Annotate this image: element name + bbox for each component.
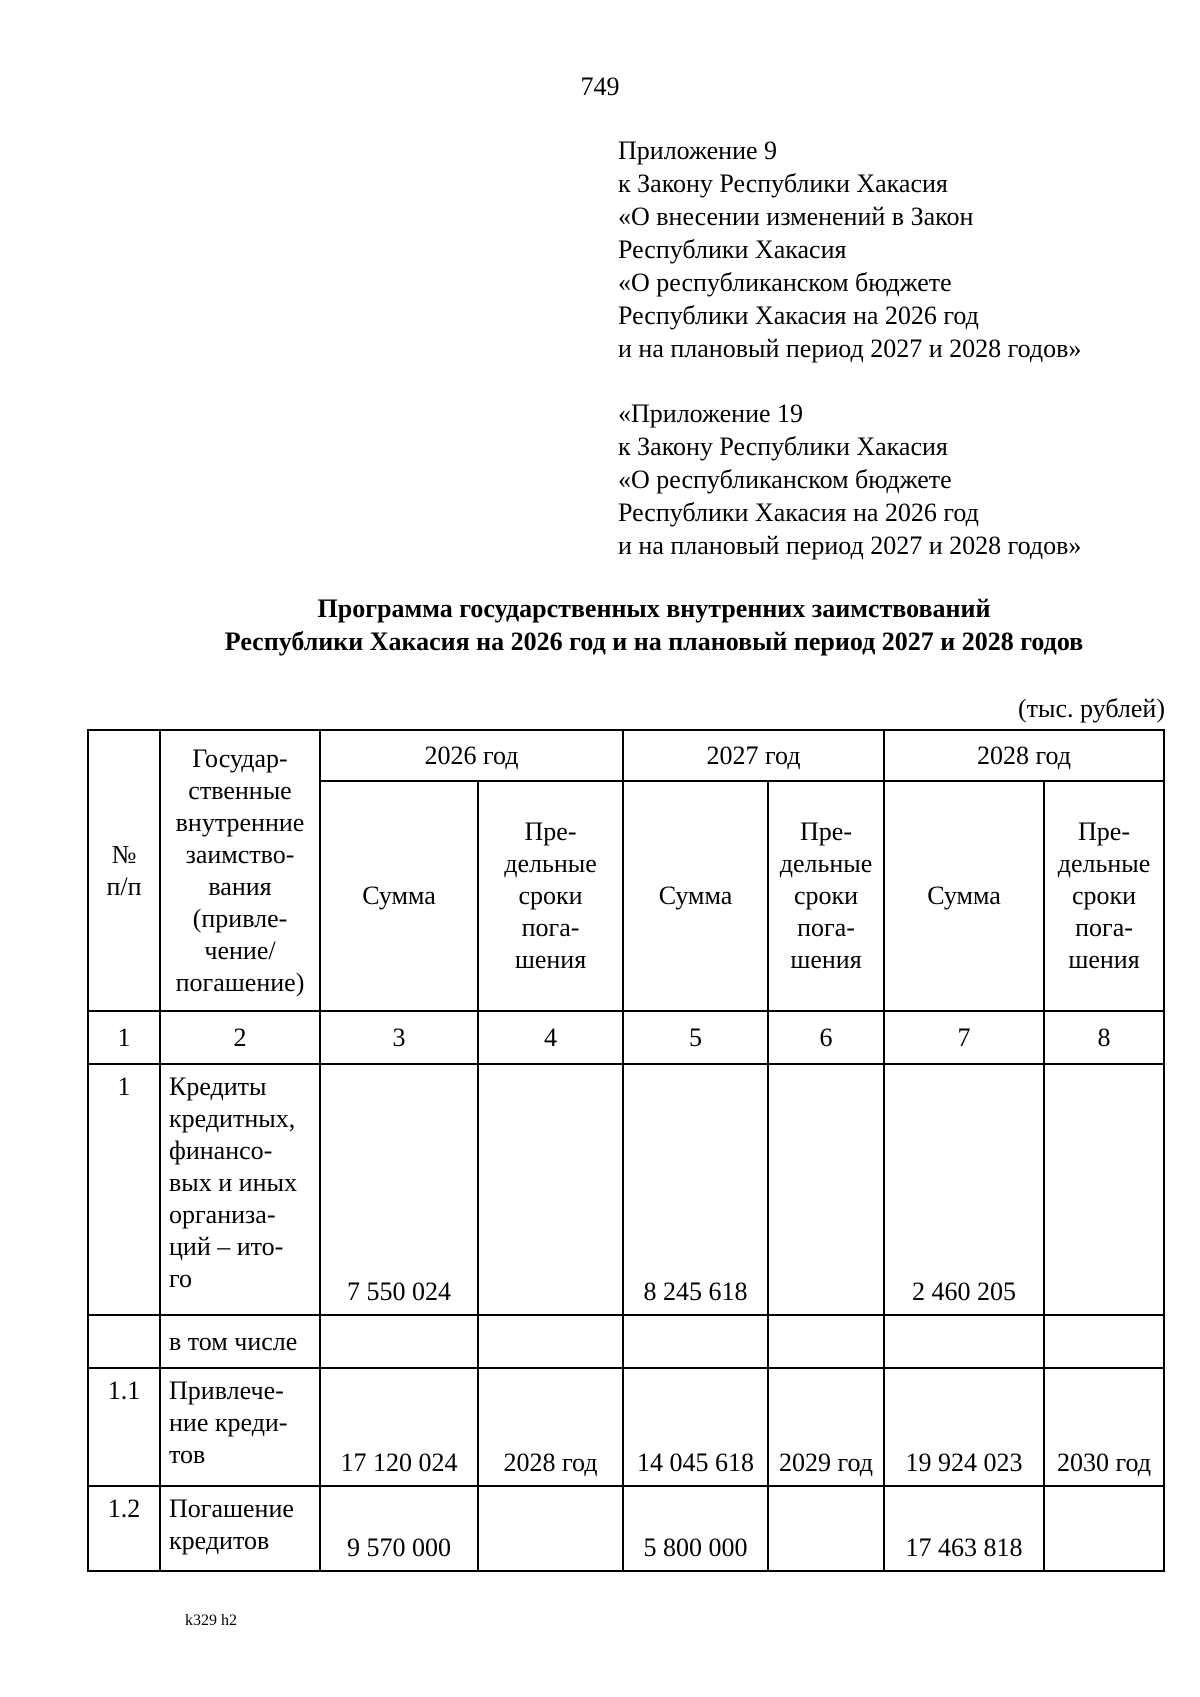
cell-term-2027 — [768, 1064, 884, 1315]
cell-sum-2027: 14 045 618 — [623, 1368, 768, 1486]
appendix-line: и на плановый период 2027 и 2028 годов» — [618, 531, 1082, 560]
header-term-line: пога- — [797, 913, 855, 942]
header-name-line: Государ- — [192, 743, 288, 773]
table-row — [88, 1368, 1164, 1486]
row-name-line: Привлече- — [169, 1376, 284, 1405]
header-name-line: ственные — [188, 775, 292, 805]
header-term-line: сроки — [1071, 881, 1137, 910]
title-line-2: Республики Хакасия на 2026 год и на плановый период 2027 и 2028 годов — [224, 627, 1084, 656]
header-term-line: Пре- — [800, 817, 852, 846]
header-sum-2028: Сумма — [884, 781, 1044, 1011]
borrowing-table — [87, 729, 1165, 1572]
row-num — [88, 1315, 160, 1368]
document-title — [0, 592, 1200, 658]
header-term-line: пога- — [1075, 913, 1133, 942]
header-name-line: заимство- — [185, 839, 295, 869]
row-name-line: ние креди- — [169, 1408, 288, 1437]
header-term-2027 — [768, 781, 884, 1011]
title-line-1: Программа государственных внутренних заимствований — [317, 594, 991, 623]
header-term-line: дельные — [779, 849, 873, 878]
header-name-line: чение/ — [204, 935, 276, 965]
cell-term-2028 — [1044, 1486, 1164, 1571]
column-number: 6 — [768, 1011, 884, 1064]
row-name — [160, 1368, 320, 1486]
column-number: 7 — [884, 1011, 1044, 1064]
header-year-2026: 2026 год — [320, 730, 623, 781]
header-borrowing-name — [160, 730, 320, 1011]
header-num-line: п/п — [106, 871, 142, 901]
appendix-line: Республики Хакасия — [618, 235, 847, 264]
header-term-line: пога- — [521, 913, 580, 942]
header-term-line: шения — [790, 945, 862, 974]
cell-sum-2026 — [320, 1315, 478, 1368]
cell-sum-2028: 17 463 818 — [884, 1486, 1044, 1571]
row-name-line: вых и иных — [169, 1168, 297, 1197]
cell-sum-2027: 8 245 618 — [623, 1064, 768, 1315]
row-num: 1.2 — [88, 1486, 160, 1571]
appendix-line: к Закону Республики Хакасия — [618, 432, 948, 461]
cell-term-2028 — [1044, 1315, 1164, 1368]
units-label: (тыс. рублей) — [1017, 694, 1165, 723]
appendix-line: Республики Хакасия на 2026 год — [618, 301, 979, 330]
row-name-line: организа- — [169, 1200, 276, 1229]
header-name-line: внутренние — [175, 807, 305, 837]
header-term-2026 — [478, 781, 623, 1011]
header-term-line: Пре- — [1078, 817, 1130, 846]
cell-term-2027 — [768, 1315, 884, 1368]
appendix-header-19 — [618, 397, 1081, 562]
header-term-2028 — [1044, 781, 1164, 1011]
table-row — [88, 1486, 1164, 1571]
header-term-line: сроки — [518, 881, 583, 910]
header-term-line: дельные — [1057, 849, 1151, 878]
row-num: 1 — [88, 1064, 160, 1315]
cell-term-2028: 2030 год — [1044, 1368, 1164, 1486]
header-term-line: Пре- — [524, 817, 577, 846]
row-name-line: кредитов — [169, 1526, 270, 1555]
cell-term-2026: 2028 год — [478, 1368, 623, 1486]
appendix-line: и на плановый период 2027 и 2028 годов» — [618, 334, 1082, 363]
column-number: 8 — [1044, 1011, 1164, 1064]
header-sum-2026: Сумма — [320, 781, 478, 1011]
row-name-line: Погашение — [169, 1494, 294, 1523]
row-name-line: Кредиты — [169, 1072, 267, 1101]
header-year-2027: 2027 год — [623, 730, 884, 781]
row-num: 1.1 — [88, 1368, 160, 1486]
header-year-2028: 2028 год — [884, 730, 1164, 781]
cell-term-2028 — [1044, 1064, 1164, 1315]
cell-sum-2026: 9 570 000 — [320, 1486, 478, 1571]
header-name-line: вания — [208, 871, 272, 901]
footer-code: k329 h2 — [185, 1612, 237, 1629]
row-name-line: го — [169, 1264, 193, 1293]
row-name — [160, 1064, 320, 1315]
table-row — [88, 1315, 1164, 1368]
column-number: 3 — [320, 1011, 478, 1064]
header-term-line: дельные — [504, 849, 597, 878]
page-number: 749 — [580, 72, 620, 101]
header-row-years — [88, 730, 1164, 781]
row-name — [160, 1315, 320, 1368]
cell-term-2026 — [478, 1315, 623, 1368]
cell-sum-2026: 7 550 024 — [320, 1064, 478, 1315]
row-name — [160, 1486, 320, 1571]
header-term-line: сроки — [793, 881, 859, 910]
cell-sum-2028 — [884, 1315, 1044, 1368]
cell-sum-2028: 2 460 205 — [884, 1064, 1044, 1315]
header-name-line: погашение) — [175, 967, 305, 997]
appendix-line: Приложение 9 — [618, 136, 778, 165]
appendix-line: «О республиканском бюджете — [618, 465, 952, 494]
appendix-line: «О внесении изменений в Закон — [618, 202, 974, 231]
column-number: 2 — [160, 1011, 320, 1064]
header-sum-2027: Сумма — [623, 781, 768, 1011]
header-term-line: шения — [514, 945, 587, 974]
cell-sum-2027: 5 800 000 — [623, 1486, 768, 1571]
cell-term-2026 — [478, 1064, 623, 1315]
column-number-row — [88, 1011, 1164, 1064]
appendix-line: «О республиканском бюджете — [618, 268, 952, 297]
row-name-line: тов — [169, 1440, 206, 1469]
column-number: 1 — [88, 1011, 160, 1064]
appendix-line: «Приложение 19 — [618, 399, 804, 428]
column-number: 5 — [623, 1011, 768, 1064]
cell-sum-2028: 19 924 023 — [884, 1368, 1044, 1486]
cell-term-2027 — [768, 1486, 884, 1571]
cell-sum-2027 — [623, 1315, 768, 1368]
header-num-line: № — [111, 839, 137, 869]
cell-term-2026 — [478, 1486, 623, 1571]
row-name-line: финансо- — [169, 1136, 273, 1165]
row-name-line: в том числе — [169, 1326, 298, 1356]
header-name-line: (привле- — [192, 903, 288, 933]
column-number: 4 — [478, 1011, 623, 1064]
appendix-line: Республики Хакасия на 2026 год — [618, 498, 979, 527]
header-term-line: шения — [1068, 945, 1140, 974]
cell-term-2027: 2029 год — [768, 1368, 884, 1486]
appendix-header-9 — [618, 134, 1081, 365]
header-num — [88, 730, 160, 1011]
appendix-line: к Закону Республики Хакасия — [618, 169, 948, 198]
row-name-line: ций – ито- — [169, 1232, 284, 1261]
table-row — [88, 1064, 1164, 1315]
cell-sum-2026: 17 120 024 — [320, 1368, 478, 1486]
row-name-line: кредитных, — [169, 1104, 296, 1133]
